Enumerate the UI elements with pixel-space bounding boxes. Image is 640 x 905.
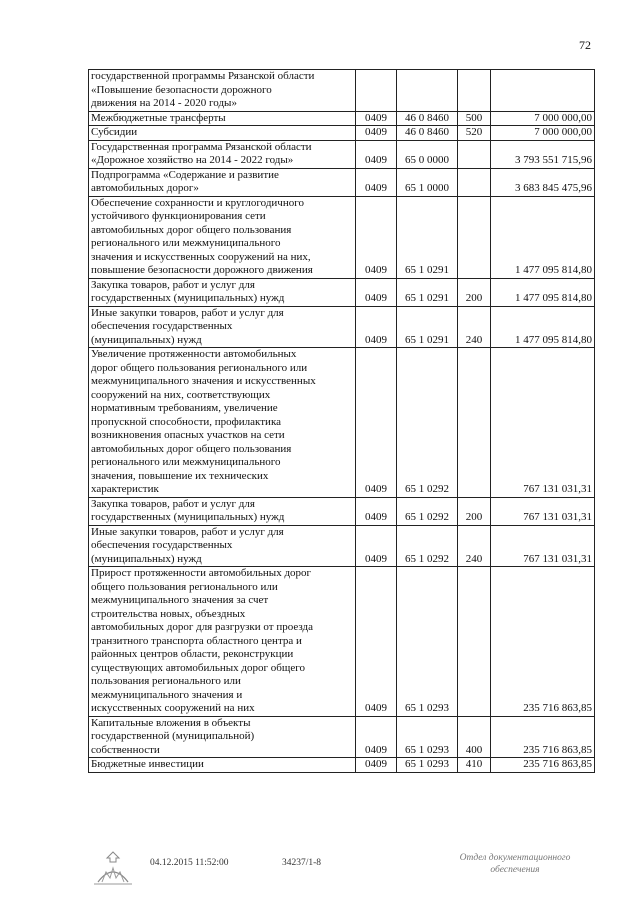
row-section: 0409: [356, 716, 397, 758]
row-section: 0409: [356, 567, 397, 717]
row-name: Государственная программа Рязанской области «Дорожное хозяйство на 2014 - 2022 годы»: [89, 140, 356, 168]
row-target-code: 46 0 8460: [397, 111, 458, 126]
row-expense-type: 200: [458, 497, 491, 525]
emblem-logo: [90, 848, 136, 888]
row-amount: 235 716 863,85: [491, 758, 595, 773]
row-target-code: 46 0 8460: [397, 126, 458, 141]
row-expense-type: 400: [458, 716, 491, 758]
row-expense-type: [458, 567, 491, 717]
row-expense-type: [458, 196, 491, 278]
row-section: 0409: [356, 758, 397, 773]
row-name: Межбюджетные трансферты: [89, 111, 356, 126]
row-name: государственной программы Рязанской области «Повышение безопасности дорожного движения на 2014 - 2020 годы»: [89, 70, 356, 112]
row-section: 0409: [356, 196, 397, 278]
row-section: 0409: [356, 306, 397, 348]
row-target-code: 65 1 0291: [397, 196, 458, 278]
table-row: [89, 70, 595, 112]
row-name: Бюджетные инвестиции: [89, 758, 356, 773]
row-amount: 235 716 863,85: [491, 567, 595, 717]
row-amount: 1 477 095 814,80: [491, 196, 595, 278]
table-row: [89, 126, 595, 141]
row-section: [356, 70, 397, 112]
row-section: 0409: [356, 525, 397, 567]
row-name: Увеличение протяженности автомобильных дорог общего пользования регионального или межмуниципального значения и искусственных сооружений на них, соответствующих нормативным требованиям, увеличение пропускной способности, профилактика возникновения опасных участков на сети автомобильных дорог общего пользования регионального или межмуниципального значения, повышение их технических характеристик: [89, 348, 356, 498]
row-expense-type: 240: [458, 306, 491, 348]
table-row: [89, 758, 595, 773]
row-name: Подпрограмма «Содержание и развитие автомобильных дорог»: [89, 168, 356, 196]
row-name: Капитальные вложения в объекты государственной (муниципальной) собственности: [89, 716, 356, 758]
row-amount: 3 793 551 715,96: [491, 140, 595, 168]
row-expense-type: [458, 168, 491, 196]
row-name: Иные закупки товаров, работ и услуг для обеспечения государственных (муниципальных) нужд: [89, 525, 356, 567]
table-row: [89, 716, 595, 758]
row-target-code: 65 1 0293: [397, 567, 458, 717]
row-name: Обеспечение сохранности и круглогодичного устойчивого функционирования сети автомобильных дорог общего пользования регионального или межмуниципального значения и искусственных сооружений на них, повышение безопасности дорожного движения: [89, 196, 356, 278]
row-amount: 1 477 095 814,80: [491, 306, 595, 348]
row-section: 0409: [356, 348, 397, 498]
table-row: [89, 567, 595, 717]
row-target-code: 65 1 0000: [397, 168, 458, 196]
row-expense-type: [458, 70, 491, 112]
row-section: 0409: [356, 140, 397, 168]
row-expense-type: [458, 348, 491, 498]
row-amount: 235 716 863,85: [491, 716, 595, 758]
table-row: [89, 497, 595, 525]
row-expense-type: 200: [458, 278, 491, 306]
table-body: [89, 70, 595, 773]
row-amount: 767 131 031,31: [491, 497, 595, 525]
row-section: 0409: [356, 278, 397, 306]
row-amount: 767 131 031,31: [491, 525, 595, 567]
row-target-code: 65 1 0292: [397, 525, 458, 567]
row-name: Закупка товаров, работ и услуг для государственных (муниципальных) нужд: [89, 497, 356, 525]
row-name: Субсидии: [89, 126, 356, 141]
row-amount: 7 000 000,00: [491, 126, 595, 141]
table-row: [89, 140, 595, 168]
row-amount: [491, 70, 595, 112]
row-target-code: 65 1 0291: [397, 306, 458, 348]
table-row: [89, 196, 595, 278]
footer-doc-number: 34237/1-8: [282, 858, 322, 868]
row-target-code: 65 1 0293: [397, 758, 458, 773]
row-target-code: 65 1 0292: [397, 497, 458, 525]
row-amount: 3 683 845 475,96: [491, 168, 595, 196]
row-target-code: 65 1 0292: [397, 348, 458, 498]
stamp-line-1: Отдел документационного: [459, 853, 571, 863]
row-expense-type: [458, 140, 491, 168]
department-stamp: [440, 852, 590, 876]
row-expense-type: 410: [458, 758, 491, 773]
row-expense-type: 240: [458, 525, 491, 567]
table-row: [89, 348, 595, 498]
row-target-code: 65 1 0291: [397, 278, 458, 306]
table-row: [89, 278, 595, 306]
page-number: 72: [579, 38, 591, 52]
table-row: [89, 306, 595, 348]
stamp-line-2: обеспечения: [490, 865, 540, 875]
budget-table: [88, 69, 595, 773]
row-expense-type: 500: [458, 111, 491, 126]
row-target-code: 65 0 0000: [397, 140, 458, 168]
row-section: 0409: [356, 497, 397, 525]
row-name: Закупка товаров, работ и услуг для государственных (муниципальных) нужд: [89, 278, 356, 306]
row-section: 0409: [356, 126, 397, 141]
row-amount: 7 000 000,00: [491, 111, 595, 126]
row-target-code: 65 1 0293: [397, 716, 458, 758]
table-row: [89, 525, 595, 567]
row-name: Прирост протяженности автомобильных дорог общего пользования регионального или межмуниципального значения за счет строительства новых, объездных автомобильных дорог для разгрузки от проезда транзитного транспорта областного центра и районных центров области, реконструкции существующих автомобильных дорог общего пользования регионального или межмуниципального значения и искусственных сооружений на них: [89, 567, 356, 717]
row-amount: 767 131 031,31: [491, 348, 595, 498]
row-section: 0409: [356, 111, 397, 126]
row-target-code: [397, 70, 458, 112]
row-section: 0409: [356, 168, 397, 196]
table-row: [89, 168, 595, 196]
row-name: Иные закупки товаров, работ и услуг для обеспечения государственных (муниципальных) нужд: [89, 306, 356, 348]
row-expense-type: 520: [458, 126, 491, 141]
table-row: [89, 111, 595, 126]
footer-datetime: 04.12.2015 11:52:00: [150, 858, 229, 868]
row-amount: 1 477 095 814,80: [491, 278, 595, 306]
